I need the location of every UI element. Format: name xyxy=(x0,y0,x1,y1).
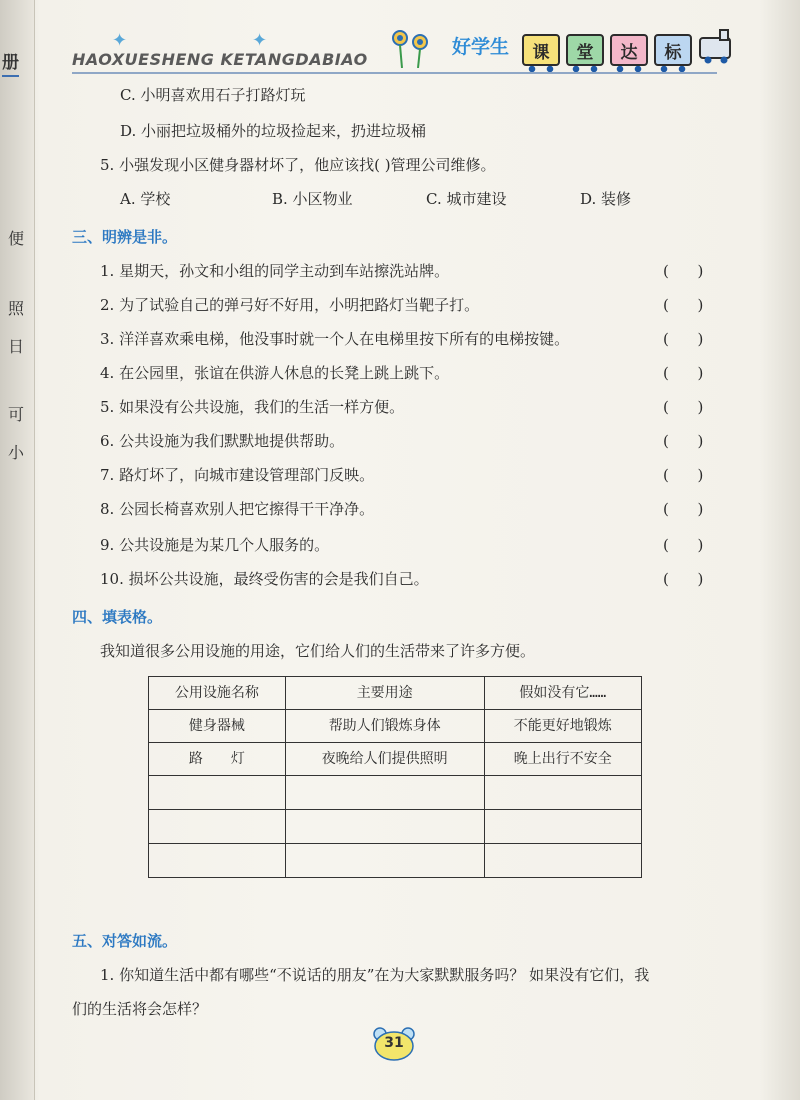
margin-fragment: 册 xyxy=(2,48,19,77)
header-rule xyxy=(72,72,717,74)
answer-blank[interactable]: ( ) xyxy=(663,262,704,280)
answer-blank[interactable]: ( ) xyxy=(663,466,704,484)
table-cell-blank[interactable] xyxy=(285,776,484,810)
question-5: 5. 小强发现小区健身器材坏了，他应该找( )管理公司维修。 xyxy=(100,156,496,174)
table-cell: 路 灯 xyxy=(149,743,286,776)
table-header: 假如没有它…… xyxy=(484,677,641,710)
judgement-item: 2. 为了试验自己的弹弓好不好用，小明把路灯当靶子打。 xyxy=(100,296,480,314)
judgement-item: 1. 星期天，孙文和小组的同学主动到车站擦洗站牌。 xyxy=(100,262,450,280)
answer-blank[interactable]: ( ) xyxy=(663,570,704,588)
facilities-table xyxy=(148,676,642,878)
table-header: 公用设施名称 xyxy=(149,677,286,710)
train-car: 标 xyxy=(654,34,692,66)
table-header: 主要用途 xyxy=(285,677,484,710)
answer-blank[interactable]: ( ) xyxy=(663,330,704,348)
section-title: 四、填表格。 xyxy=(72,608,163,626)
page-number-badge xyxy=(372,1026,416,1062)
table-cell-blank[interactable] xyxy=(149,844,286,878)
page-number: 31 xyxy=(384,1035,404,1051)
locomotive-icon xyxy=(698,28,736,64)
table-cell: 夜晚给人们提供照明 xyxy=(285,743,484,776)
section-title: 三、明辨是非。 xyxy=(72,228,178,246)
judgement-item: 7. 路灯坏了，向城市建设管理部门反映。 xyxy=(100,466,375,484)
star-icon: ✦ xyxy=(252,30,268,51)
margin-fragment: 小 xyxy=(8,443,25,462)
table-row xyxy=(149,710,642,743)
section-title: 五、对答如流。 xyxy=(72,932,178,950)
table-cell-blank[interactable] xyxy=(484,810,641,844)
judgement-item: 4. 在公园里，张谊在供游人休息的长凳上跳上跳下。 xyxy=(100,364,450,382)
margin-fragment: 日 xyxy=(8,337,25,356)
option-c: C. 小明喜欢用石子打路灯玩 xyxy=(120,86,306,104)
table-row-blank xyxy=(149,810,642,844)
table-row-blank xyxy=(149,844,642,878)
table-row-blank xyxy=(149,776,642,810)
flower-icon xyxy=(388,28,434,68)
page-header xyxy=(72,28,732,76)
star-icon: ✦ xyxy=(112,30,128,51)
open-question-line: 1. 你知道生活中都有哪些“不说话的朋友”在为大家默默服务吗？ 如果没有它们，我 xyxy=(100,966,650,984)
table-cell-blank[interactable] xyxy=(285,810,484,844)
table-cell: 晚上出行不安全 xyxy=(484,743,641,776)
table-cell: 健身器械 xyxy=(149,710,286,743)
q5-option-b: B. 小区物业 xyxy=(272,190,353,208)
table-header-row xyxy=(149,677,642,710)
judgement-item: 3. 洋洋喜欢乘电梯，他没事时就一个人在电梯里按下所有的电梯按键。 xyxy=(100,330,570,348)
train-car: 课 xyxy=(522,34,560,66)
previous-page-edge xyxy=(0,0,35,1100)
train-car: 堂 xyxy=(566,34,604,66)
answer-blank[interactable]: ( ) xyxy=(663,398,704,416)
judgement-item: 5. 如果没有公共设施，我们的生活一样方便。 xyxy=(100,398,405,416)
q5-option-c: C. 城市建设 xyxy=(426,190,507,208)
table-cell: 不能更好地锻炼 xyxy=(484,710,641,743)
table-cell: 帮助人们锻炼身体 xyxy=(285,710,484,743)
table-cell-blank[interactable] xyxy=(149,776,286,810)
table-cell-blank[interactable] xyxy=(484,776,641,810)
brand-pinyin: HAOXUESHENG KETANGDABIAO xyxy=(72,50,368,69)
table-cell-blank[interactable] xyxy=(484,844,641,878)
margin-fragment: 照 xyxy=(8,299,25,318)
margin-fragment: 便 xyxy=(8,229,25,248)
margin-fragment: 可 xyxy=(8,405,25,424)
answer-blank[interactable]: ( ) xyxy=(663,432,704,450)
table-cell-blank[interactable] xyxy=(285,844,484,878)
open-question-line: 们的生活将会怎样？ xyxy=(72,1000,208,1018)
table-cell-blank[interactable] xyxy=(149,810,286,844)
answer-blank[interactable]: ( ) xyxy=(663,296,704,314)
table-row xyxy=(149,743,642,776)
option-d: D. 小丽把垃圾桶外的垃圾捡起来，扔进垃圾桶 xyxy=(120,122,427,140)
train-car: 达 xyxy=(610,34,648,66)
q5-option-d: D. 装修 xyxy=(580,190,632,208)
answer-blank[interactable]: ( ) xyxy=(663,500,704,518)
judgement-item: 9. 公共设施是为某几个人服务的。 xyxy=(100,536,330,554)
section-intro: 我知道很多公用设施的用途，它们给人们的生活带来了许多方便。 xyxy=(100,642,536,660)
answer-blank[interactable]: ( ) xyxy=(663,364,704,382)
judgement-item: 6. 公共设施为我们默默地提供帮助。 xyxy=(100,432,345,450)
judgement-item: 10. 损坏公共设施，最终受伤害的会是我们自己。 xyxy=(100,570,429,588)
judgement-item: 8. 公园长椅喜欢别人把它擦得干干净净。 xyxy=(100,500,375,518)
q5-option-a: A. 学校 xyxy=(120,190,171,208)
series-title: 好学生 xyxy=(452,36,510,58)
answer-blank[interactable]: ( ) xyxy=(663,536,704,554)
